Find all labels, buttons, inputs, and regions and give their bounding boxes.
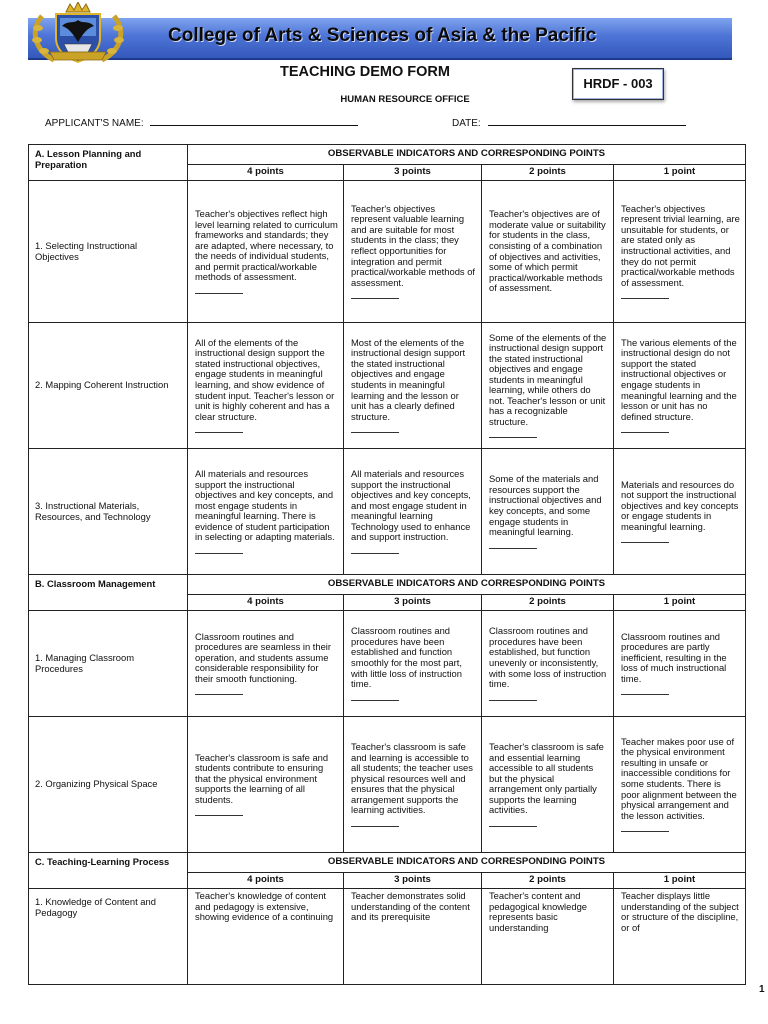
score-blank[interactable] bbox=[195, 807, 243, 816]
table-row bbox=[29, 449, 746, 575]
office-name: HUMAN RESOURCE OFFICE bbox=[340, 94, 470, 105]
table-row bbox=[29, 323, 746, 449]
indicator-cell: Teacher's classroom is safe and students contribute to ensuring that the physical environment supports the learning of all students. bbox=[188, 717, 344, 853]
score-blank[interactable] bbox=[195, 285, 243, 294]
criterion-label: 2. Organizing Physical Space bbox=[29, 717, 188, 853]
section-title: A. Lesson Planning and Preparation bbox=[29, 145, 188, 181]
indicator-cell: Teacher makes poor use of the physical environment resulting in unsafe or inaccessible conditions for some students. There is poor alignment between the physical arrangement and the lesson activities. bbox=[614, 717, 746, 853]
indicator-cell: Teacher's objectives reflect high level learning related to curriculum frameworks and standards; they are adapted, where necessary, to the needs of individual students, and permit practical/workable methods of assessment. bbox=[188, 181, 344, 323]
date-field[interactable] bbox=[452, 116, 686, 129]
college-seal-icon bbox=[28, 2, 128, 64]
score-blank[interactable] bbox=[351, 545, 399, 554]
points-1-header: 1 point bbox=[614, 873, 746, 889]
observable-indicators-header: OBSERVABLE INDICATORS AND CORRESPONDING POINTS bbox=[188, 575, 746, 595]
indicator-cell: Some of the materials and resources support the instructional objectives and key concepts, and some engage students in meaningful learning. bbox=[482, 449, 614, 575]
indicator-cell: Teacher's classroom is safe and essential learning accessible to all students but the physical arrangement only partially supports the learning activities. bbox=[482, 717, 614, 853]
score-blank[interactable] bbox=[351, 692, 399, 701]
score-blank[interactable] bbox=[195, 686, 243, 695]
college-banner bbox=[28, 18, 732, 60]
points-4-header: 4 points bbox=[188, 165, 344, 181]
college-name: College of Arts & Sciences of Asia & the Pacific bbox=[168, 25, 597, 46]
indicator-cell: Materials and resources do not support the instructional objectives and key concepts or engage students in meaningful learning. bbox=[614, 449, 746, 575]
points-1-header: 1 point bbox=[614, 165, 746, 181]
points-4-header: 4 points bbox=[188, 595, 344, 611]
indicator-cell: All materials and resources support the instructional objectives and key concepts, and most engage students in meaningful learning. There is evidence of student participation in selecting or adapting materials. bbox=[188, 449, 344, 575]
date-line[interactable] bbox=[488, 116, 686, 126]
section-header-row bbox=[29, 575, 746, 595]
indicator-cell: Classroom routines and procedures have been established and function smoothly for the most part, with little loss of instruction time. bbox=[344, 611, 482, 717]
observable-indicators-header: OBSERVABLE INDICATORS AND CORRESPONDING POINTS bbox=[188, 145, 746, 165]
criterion-label: 1. Selecting Instructional Objectives bbox=[29, 181, 188, 323]
observable-indicators-header: OBSERVABLE INDICATORS AND CORRESPONDING POINTS bbox=[188, 853, 746, 873]
section-title: C. Teaching-Learning Process bbox=[29, 853, 188, 889]
section-title: B. Classroom Management bbox=[29, 575, 188, 611]
table-row bbox=[29, 717, 746, 853]
indicator-cell: Most of the elements of the instructional design support the stated instructional objectives and engage students in meaningful learning and the lesson or unit has a clearly defined structure. bbox=[344, 323, 482, 449]
score-blank[interactable] bbox=[621, 686, 669, 695]
indicator-cell: Classroom routines and procedures are seamless in their operation, and students assume considerable responsibility for their smooth functioning. bbox=[188, 611, 344, 717]
section-header-row bbox=[29, 145, 746, 165]
points-2-header: 2 points bbox=[482, 165, 614, 181]
score-blank[interactable] bbox=[621, 823, 669, 832]
score-blank[interactable] bbox=[351, 818, 399, 827]
points-2-header: 2 points bbox=[482, 873, 614, 889]
rubric-table bbox=[28, 144, 746, 985]
indicator-cell: Teacher's objectives represent trivial learning, are unsuitable for students, or are stated only as instructional activities, and they do not permit practical/workable methods of assessment. bbox=[614, 181, 746, 323]
page-number: 1 bbox=[759, 984, 765, 995]
points-4-header: 4 points bbox=[188, 873, 344, 889]
points-3-header: 3 points bbox=[344, 873, 482, 889]
score-blank[interactable] bbox=[489, 429, 537, 438]
table-row bbox=[29, 181, 746, 323]
indicator-cell: All of the elements of the instructional design support the stated instructional objectives, engage students in meaningful learning, and show evidence of student input. Teacher's lesson or unit is highly coherent and has a clear structure. bbox=[188, 323, 344, 449]
indicator-cell: Teacher's classroom is safe and learning is accessible to all students; the teacher uses physical resources well and ensures that the physical arrangement supports the learning activities. bbox=[344, 717, 482, 853]
indicator-cell: Teacher demonstrates solid understanding of the content and its prerequisite bbox=[344, 889, 482, 985]
date-label: DATE: bbox=[452, 118, 481, 129]
criterion-label: 2. Mapping Coherent Instruction bbox=[29, 323, 188, 449]
form-code-badge: HRDF - 003 bbox=[572, 68, 664, 100]
criterion-label: 1. Knowledge of Content and Pedagogy bbox=[29, 889, 188, 985]
score-blank[interactable] bbox=[489, 692, 537, 701]
indicator-cell: Teacher's knowledge of content and pedagogy is extensive, showing evidence of a continuing bbox=[188, 889, 344, 985]
points-3-header: 3 points bbox=[344, 165, 482, 181]
indicator-cell: Teacher's objectives represent valuable learning and are suitable for most students in the class; they reflect opportunities for integration and permit practical/workable methods of assessment. bbox=[344, 181, 482, 323]
table-row bbox=[29, 889, 746, 985]
indicator-cell: Classroom routines and procedures are partly inefficient, resulting in the loss of much instructional time. bbox=[614, 611, 746, 717]
indicator-cell: Classroom routines and procedures have been established, but function unevenly or inconsistently, with some loss of instruction time. bbox=[482, 611, 614, 717]
indicator-cell: Teacher's objectives are of moderate value or suitability for students in the class, consisting of a combination of objectives and activities, some of which permit practical/workable methods of assessment. bbox=[482, 181, 614, 323]
form-title: TEACHING DEMO FORM bbox=[280, 64, 450, 80]
criterion-label: 1. Managing Classroom Procedures bbox=[29, 611, 188, 717]
score-blank[interactable] bbox=[351, 424, 399, 433]
points-3-header: 3 points bbox=[344, 595, 482, 611]
applicant-name-line[interactable] bbox=[150, 116, 358, 126]
applicant-name-label: APPLICANT'S NAME: bbox=[45, 118, 144, 129]
section-header-row bbox=[29, 853, 746, 873]
applicant-name-field[interactable] bbox=[45, 116, 358, 129]
points-1-header: 1 point bbox=[614, 595, 746, 611]
score-blank[interactable] bbox=[621, 290, 669, 299]
score-blank[interactable] bbox=[621, 424, 669, 433]
indicator-cell: The various elements of the instructional design do not support the stated instructional objectives or engage students in meaningful learning and the lesson or unit has no defined structure. bbox=[614, 323, 746, 449]
score-blank[interactable] bbox=[351, 290, 399, 299]
points-2-header: 2 points bbox=[482, 595, 614, 611]
score-blank[interactable] bbox=[621, 534, 669, 543]
score-blank[interactable] bbox=[195, 424, 243, 433]
criterion-label: 3. Instructional Materials, Resources, and Technology bbox=[29, 449, 188, 575]
score-blank[interactable] bbox=[195, 545, 243, 554]
score-blank[interactable] bbox=[489, 818, 537, 827]
indicator-cell: Some of the elements of the instructional design support the stated instructional objectives and engage students in meaningful learning, while others do not. Teacher's lesson or unit has a recognizable structure. bbox=[482, 323, 614, 449]
table-row bbox=[29, 611, 746, 717]
indicator-cell: All materials and resources support the instructional objectives and key concepts, and most engage student in meaningful learning Technology used to enhance and support instruction. bbox=[344, 449, 482, 575]
indicator-cell: Teacher displays little understanding of the subject or structure of the discipline, or of bbox=[614, 889, 746, 985]
score-blank[interactable] bbox=[489, 540, 537, 549]
indicator-cell: Teacher's content and pedagogical knowledge represents basic understanding bbox=[482, 889, 614, 985]
